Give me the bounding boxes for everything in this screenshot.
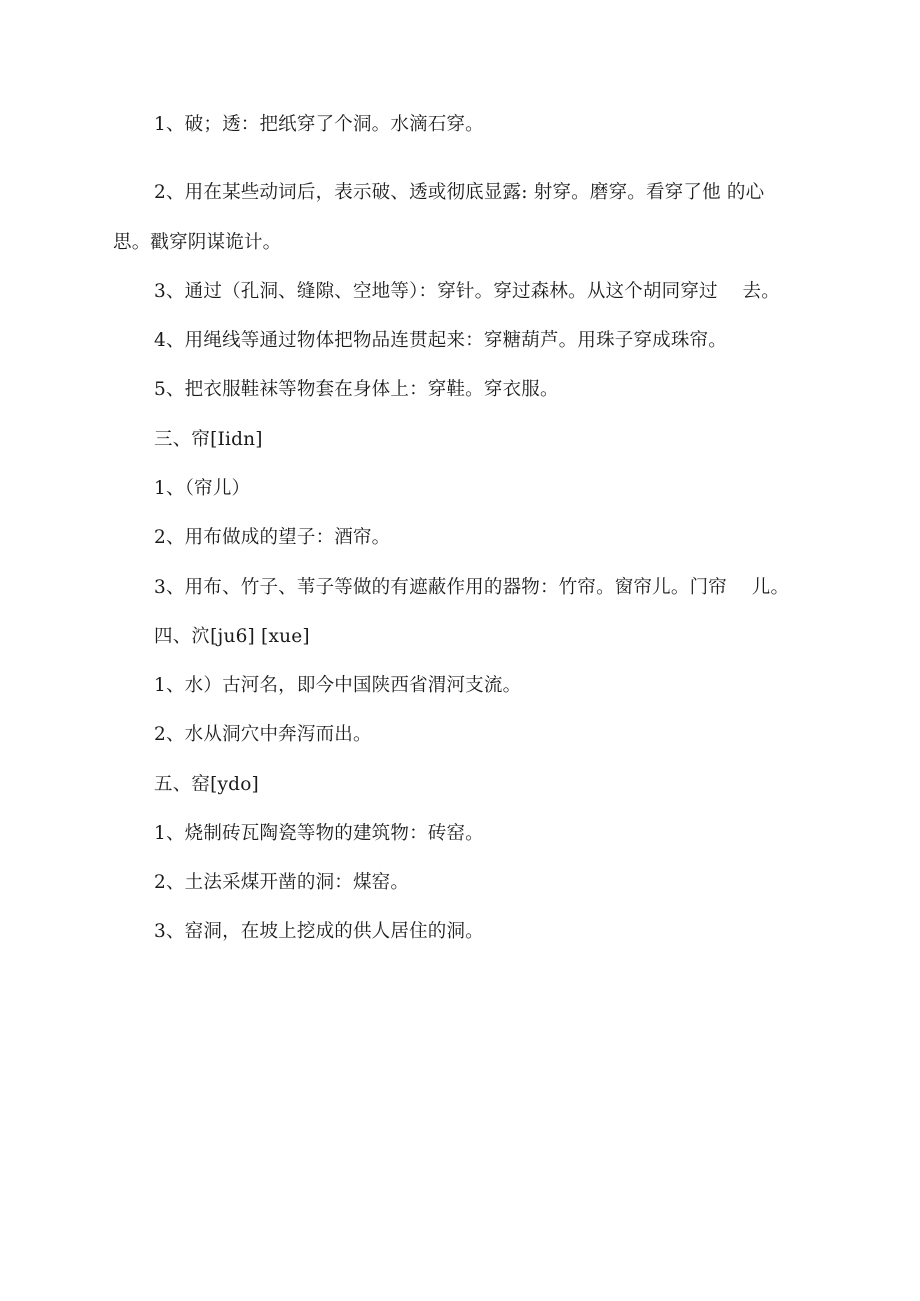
definition-line-1: 1、破；透：把纸穿了个洞。水滴石穿。 xyxy=(154,114,484,135)
definition-line-jue-2: 2、水从洞穴中奔泻而出。 xyxy=(154,724,372,745)
definition-line-2-continued: 思。戳穿阴谋诡计。 xyxy=(113,232,282,253)
definition-line-3: 3、通过（孔洞、缝隙、空地等）：穿针。穿过森林。从这个胡同穿过 去。 xyxy=(154,281,780,302)
definition-line-4: 4、用绳线等通过物体把物品连贯起来：穿糖葫芦。用珠子穿成珠帘。 xyxy=(154,330,727,351)
section-heading-lian: 三、帘[Iidn] xyxy=(154,429,263,450)
definition-line-lian-2: 2、用布做成的望子：酒帘。 xyxy=(154,527,391,548)
section-heading-jue: 四、泬[ju6] [xue] xyxy=(154,626,310,647)
definition-line-2: 2、用在某些动词后，表示破、透或彻底显露: 射穿。磨穿。看穿了他 的心 xyxy=(154,182,765,203)
definition-line-yao-2: 2、土法采煤开凿的洞：煤窑。 xyxy=(154,872,410,893)
section-heading-yao: 五、窑[ydo] xyxy=(154,774,259,795)
definition-line-jue-1: 1、水）古河名，即今中国陕西省渭河支流。 xyxy=(154,675,522,696)
definition-line-5: 5、把衣服鞋袜等物套在身体上：穿鞋。穿衣服。 xyxy=(154,379,559,400)
definition-line-lian-1: 1、（帘儿） xyxy=(154,478,251,499)
definition-line-yao-1: 1、烧制砖瓦陶瓷等物的建筑物：砖窑。 xyxy=(154,823,484,844)
definition-line-yao-3: 3、窑洞，在坡上挖成的供人居住的洞。 xyxy=(154,921,484,942)
definition-line-lian-3: 3、用布、竹子、苇子等做的有遮蔽作用的器物：竹帘。窗帘儿。门帘 儿。 xyxy=(154,577,790,598)
